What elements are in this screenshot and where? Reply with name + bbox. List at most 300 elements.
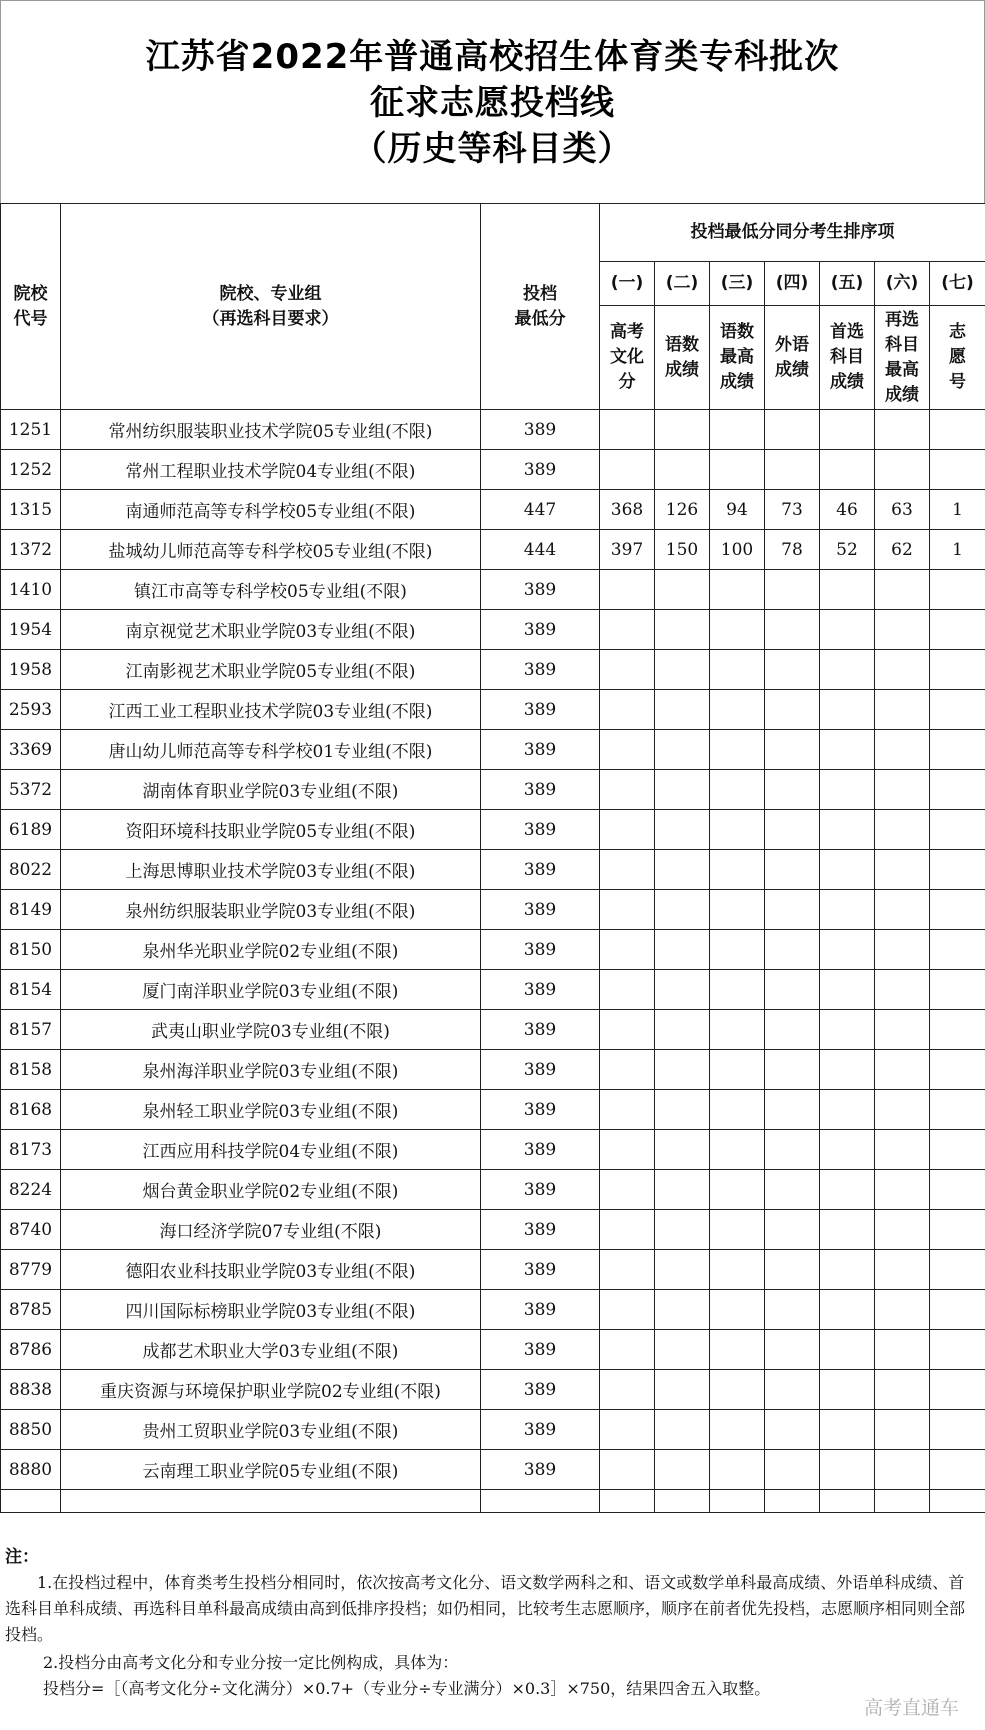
tie-label-6: 再选 科目 最高 成绩 — [875, 306, 930, 410]
note-3: 投档分=［（高考文化分÷文化满分）×0.7+（专业分÷专业满分）×0.3］×750，结果四舍五入取整。 — [43, 1679, 771, 1698]
tie-value-3 — [710, 970, 765, 1010]
school-name: 资阳环境科技职业学院05专业组(不限) — [61, 810, 481, 850]
header-code: 院校 代号 — [1, 204, 61, 410]
tie-value-6: 63 — [875, 490, 930, 530]
min-score: 389 — [481, 730, 600, 770]
table-row — [1, 1370, 985, 1410]
tie-label-7: 志 愿 号 — [930, 306, 985, 410]
tie-value-3 — [710, 650, 765, 690]
tie-number-1: (一) — [600, 262, 655, 306]
tie-value-1 — [600, 770, 655, 810]
tie-value-2 — [655, 1370, 710, 1410]
school-code: 8022 — [1, 850, 61, 890]
tie-value-7 — [930, 570, 985, 610]
tie-value-6 — [875, 1410, 930, 1450]
tie-value-4 — [765, 410, 820, 450]
tie-value-1: 397 — [600, 530, 655, 570]
tie-value-5 — [820, 850, 875, 890]
table-row — [1, 1010, 985, 1050]
school-code: 8149 — [1, 890, 61, 930]
tie-value-7 — [930, 1130, 985, 1170]
school-name: 泉州纺织服装职业学院03专业组(不限) — [61, 890, 481, 930]
tie-value-1 — [600, 930, 655, 970]
tie-value-6 — [875, 1330, 930, 1370]
table-row — [1, 490, 985, 530]
tie-value-4 — [765, 1130, 820, 1170]
table-row — [1, 1410, 985, 1450]
tie-value-1 — [600, 1370, 655, 1410]
min-score: 389 — [481, 610, 600, 650]
tie-label-4: 外语 成绩 — [765, 306, 820, 410]
tie-value-5 — [820, 1330, 875, 1370]
tie-value-2 — [655, 890, 710, 930]
school-code: 8786 — [1, 1330, 61, 1370]
tie-value-3 — [710, 930, 765, 970]
tie-value-1 — [600, 1290, 655, 1330]
table-row — [1, 1210, 985, 1250]
min-score: 389 — [481, 690, 600, 730]
tie-value-7 — [930, 1010, 985, 1050]
table-row — [1, 530, 985, 570]
tie-value-1 — [600, 890, 655, 930]
tie-value-4 — [765, 1050, 820, 1090]
tie-value-3 — [710, 730, 765, 770]
tie-value-7 — [930, 930, 985, 970]
school-name: 四川国际标榜职业学院03专业组(不限) — [61, 1290, 481, 1330]
school-code: 2593 — [1, 690, 61, 730]
tie-value-4 — [765, 1370, 820, 1410]
tie-value-4 — [765, 970, 820, 1010]
school-code: 8850 — [1, 1410, 61, 1450]
tie-value-2 — [655, 1170, 710, 1210]
tie-value-5 — [820, 1170, 875, 1210]
tie-value-7 — [930, 1290, 985, 1330]
tie-value-1 — [600, 1210, 655, 1250]
tie-number-5: (五) — [820, 262, 875, 306]
min-score: 389 — [481, 1250, 600, 1290]
tie-value-7 — [930, 410, 985, 450]
school-name: 德阳农业科技职业学院03专业组(不限) — [61, 1250, 481, 1290]
min-score: 447 — [481, 490, 600, 530]
tie-value-2 — [655, 1450, 710, 1490]
min-score: 389 — [481, 410, 600, 450]
score-table — [0, 203, 985, 1513]
tie-value-6: 62 — [875, 530, 930, 570]
school-code: 8168 — [1, 1090, 61, 1130]
tie-value-5 — [820, 690, 875, 730]
tie-value-4 — [765, 1170, 820, 1210]
tie-value-3 — [710, 1410, 765, 1450]
tie-value-4 — [765, 890, 820, 930]
school-code: 8154 — [1, 970, 61, 1010]
school-name: 南通师范高等专科学校05专业组(不限) — [61, 490, 481, 530]
school-code: 1954 — [1, 610, 61, 650]
school-code: 1410 — [1, 570, 61, 610]
tie-number-6: (六) — [875, 262, 930, 306]
min-score: 389 — [481, 1290, 600, 1330]
note-1: 1.在投档过程中，体育类考生投档分相同时，依次按高考文化分、语文数学两科之和、语文或数学单科最高成绩、外语单科成绩、首选科目单科成绩、再选科目单科最高成绩由高到低排序投档；如仍相同，比较考生志愿顺序，顺序在前者优先投档，志愿顺序相同则全部投档。 — [5, 1573, 966, 1644]
tie-value-6 — [875, 650, 930, 690]
table-row — [1, 690, 985, 730]
table-row — [1, 1290, 985, 1330]
school-code: 8224 — [1, 1170, 61, 1210]
tie-value-1 — [600, 570, 655, 610]
tie-value-3 — [710, 1290, 765, 1330]
tie-value-4 — [765, 1330, 820, 1370]
tie-value-3 — [710, 770, 765, 810]
table-row — [1, 770, 985, 810]
tie-value-7 — [930, 730, 985, 770]
tie-value-7 — [930, 970, 985, 1010]
tie-value-1 — [600, 1130, 655, 1170]
tie-value-7 — [930, 1050, 985, 1090]
tie-value-6 — [875, 1090, 930, 1130]
school-name: 常州纺织服装职业技术学院05专业组(不限) — [61, 410, 481, 450]
tie-value-2 — [655, 810, 710, 850]
tie-value-6 — [875, 690, 930, 730]
tie-value-2: 150 — [655, 530, 710, 570]
min-score: 389 — [481, 890, 600, 930]
tie-value-4 — [765, 770, 820, 810]
school-name: 贵州工贸职业学院03专业组(不限) — [61, 1410, 481, 1450]
min-score: 389 — [481, 1370, 600, 1410]
school-code: 8158 — [1, 1050, 61, 1090]
tie-value-5 — [820, 1010, 875, 1050]
table-row — [1, 570, 985, 610]
tie-value-3 — [710, 1450, 765, 1490]
tie-value-1 — [600, 450, 655, 490]
tie-value-4 — [765, 1210, 820, 1250]
tie-value-5 — [820, 1210, 875, 1250]
tie-value-2 — [655, 1050, 710, 1090]
tie-value-1 — [600, 1170, 655, 1210]
tie-label-2: 语数 成绩 — [655, 306, 710, 410]
school-code: 8173 — [1, 1130, 61, 1170]
tie-value-3 — [710, 450, 765, 490]
school-name: 唐山幼儿师范高等专科学校01专业组(不限) — [61, 730, 481, 770]
title-line-3: （历史等科目类） — [352, 128, 633, 169]
notes-section — [0, 1510, 985, 1730]
tie-value-6 — [875, 450, 930, 490]
min-score: 389 — [481, 770, 600, 810]
table-row — [1, 1450, 985, 1490]
school-name: 泉州轻工职业学院03专业组(不限) — [61, 1090, 481, 1130]
note-2: 2.投档分由高考文化分和专业分按一定比例构成，具体为： — [43, 1653, 459, 1672]
tie-number-7: (七) — [930, 262, 985, 306]
tie-value-2 — [655, 690, 710, 730]
tie-number-3: (三) — [710, 262, 765, 306]
tie-value-4 — [765, 1290, 820, 1330]
school-code: 1315 — [1, 490, 61, 530]
min-score: 389 — [481, 570, 600, 610]
tie-value-1 — [600, 1010, 655, 1050]
tie-value-1 — [600, 730, 655, 770]
tie-label-1: 高考 文化 分 — [600, 306, 655, 410]
tie-label-3: 语数 最高 成绩 — [710, 306, 765, 410]
tie-value-3 — [710, 1210, 765, 1250]
tie-value-2 — [655, 730, 710, 770]
tie-value-4 — [765, 650, 820, 690]
tie-value-5: 52 — [820, 530, 875, 570]
school-code: 8150 — [1, 930, 61, 970]
school-code: 1372 — [1, 530, 61, 570]
tie-value-6 — [875, 970, 930, 1010]
min-score: 389 — [481, 1450, 600, 1490]
tie-value-5 — [820, 1090, 875, 1130]
school-name: 泉州华光职业学院02专业组(不限) — [61, 930, 481, 970]
tie-value-2: 126 — [655, 490, 710, 530]
school-code: 1958 — [1, 650, 61, 690]
tie-value-5 — [820, 610, 875, 650]
tie-value-5 — [820, 970, 875, 1010]
tie-value-6 — [875, 890, 930, 930]
tie-value-1 — [600, 1330, 655, 1370]
tie-value-1 — [600, 1450, 655, 1490]
title-line-2: 征求志愿投档线 — [370, 82, 615, 123]
tie-value-2 — [655, 970, 710, 1010]
tie-value-1 — [600, 1410, 655, 1450]
school-code: 1251 — [1, 410, 61, 450]
tie-value-2 — [655, 1210, 710, 1250]
tie-value-2 — [655, 850, 710, 890]
tie-value-2 — [655, 1010, 710, 1050]
tie-value-7 — [930, 450, 985, 490]
tie-value-5 — [820, 450, 875, 490]
tie-value-7: 1 — [930, 530, 985, 570]
tie-value-4 — [765, 690, 820, 730]
min-score: 389 — [481, 970, 600, 1010]
tie-value-5 — [820, 1410, 875, 1450]
tie-value-5 — [820, 770, 875, 810]
tie-value-3 — [710, 890, 765, 930]
table-row — [1, 890, 985, 930]
tie-value-5 — [820, 1250, 875, 1290]
tie-value-5 — [820, 1130, 875, 1170]
tie-value-3 — [710, 1010, 765, 1050]
school-code: 8838 — [1, 1370, 61, 1410]
tie-value-6 — [875, 930, 930, 970]
tie-value-2 — [655, 930, 710, 970]
min-score: 389 — [481, 850, 600, 890]
school-code: 3369 — [1, 730, 61, 770]
school-name: 常州工程职业技术学院04专业组(不限) — [61, 450, 481, 490]
tie-value-6 — [875, 1450, 930, 1490]
tie-value-6 — [875, 810, 930, 850]
table-row — [1, 1130, 985, 1170]
tie-value-3 — [710, 410, 765, 450]
tie-value-7 — [930, 1410, 985, 1450]
min-score: 389 — [481, 1090, 600, 1130]
tie-value-6 — [875, 610, 930, 650]
table-row — [1, 810, 985, 850]
tie-value-5 — [820, 410, 875, 450]
tie-value-7 — [930, 850, 985, 890]
tie-value-5 — [820, 810, 875, 850]
tie-value-3 — [710, 1170, 765, 1210]
school-name: 海口经济学院07专业组(不限) — [61, 1210, 481, 1250]
min-score: 389 — [481, 650, 600, 690]
table-row — [1, 610, 985, 650]
header-tie-group: 投档最低分同分考生排序项 — [600, 204, 985, 262]
school-name: 江西工业工程职业技术学院03专业组(不限) — [61, 690, 481, 730]
min-score: 389 — [481, 1210, 600, 1250]
tie-value-4 — [765, 810, 820, 850]
school-name: 湖南体育职业学院03专业组(不限) — [61, 770, 481, 810]
table-row — [1, 1250, 985, 1290]
tie-value-6 — [875, 770, 930, 810]
school-name: 江西应用科技学院04专业组(不限) — [61, 1130, 481, 1170]
tie-value-1 — [600, 650, 655, 690]
table-row — [1, 970, 985, 1010]
table-row — [1, 730, 985, 770]
tie-value-5 — [820, 1290, 875, 1330]
table-row — [1, 850, 985, 890]
tie-value-6 — [875, 410, 930, 450]
tie-value-1 — [600, 850, 655, 890]
school-code: 5372 — [1, 770, 61, 810]
tie-value-3: 100 — [710, 530, 765, 570]
tie-value-4 — [765, 730, 820, 770]
tie-value-3 — [710, 1050, 765, 1090]
tie-value-7 — [930, 1330, 985, 1370]
table-row — [1, 1050, 985, 1090]
tie-value-1 — [600, 1250, 655, 1290]
tie-value-6 — [875, 1170, 930, 1210]
tie-value-1 — [600, 810, 655, 850]
tie-value-2 — [655, 1290, 710, 1330]
tie-value-4 — [765, 1010, 820, 1050]
tie-value-3 — [710, 1330, 765, 1370]
school-code: 1252 — [1, 450, 61, 490]
tie-value-6 — [875, 1130, 930, 1170]
tie-value-1 — [600, 410, 655, 450]
tie-value-1 — [600, 1050, 655, 1090]
tie-value-2 — [655, 610, 710, 650]
min-score: 389 — [481, 1050, 600, 1090]
tie-number-2: (二) — [655, 262, 710, 306]
tie-value-7 — [930, 1170, 985, 1210]
tie-value-2 — [655, 650, 710, 690]
tie-value-7: 1 — [930, 490, 985, 530]
tie-value-5 — [820, 650, 875, 690]
tie-value-6 — [875, 730, 930, 770]
tie-value-4 — [765, 570, 820, 610]
tie-value-1 — [600, 690, 655, 730]
min-score: 389 — [481, 450, 600, 490]
tie-value-4 — [765, 1450, 820, 1490]
school-name: 上海思博职业技术学院03专业组(不限) — [61, 850, 481, 890]
tie-value-7 — [930, 650, 985, 690]
school-name: 重庆资源与环境保护职业学院02专业组(不限) — [61, 1370, 481, 1410]
table-row — [1, 930, 985, 970]
tie-value-4 — [765, 850, 820, 890]
table-row — [1, 650, 985, 690]
tie-value-7 — [930, 1450, 985, 1490]
tie-value-2 — [655, 570, 710, 610]
table-row — [1, 450, 985, 490]
tie-value-5 — [820, 930, 875, 970]
tie-value-6 — [875, 1370, 930, 1410]
school-name: 泉州海洋职业学院03专业组(不限) — [61, 1050, 481, 1090]
tie-value-7 — [930, 810, 985, 850]
tie-value-5 — [820, 890, 875, 930]
tie-value-3 — [710, 850, 765, 890]
tie-value-2 — [655, 1250, 710, 1290]
tie-value-6 — [875, 1250, 930, 1290]
tie-value-5 — [820, 1450, 875, 1490]
tie-value-6 — [875, 1050, 930, 1090]
tie-value-1 — [600, 610, 655, 650]
school-code: 6189 — [1, 810, 61, 850]
tie-value-3 — [710, 1090, 765, 1130]
table-body — [1, 410, 985, 1513]
school-name: 盐城幼儿师范高等专科学校05专业组(不限) — [61, 530, 481, 570]
tie-value-6 — [875, 1290, 930, 1330]
min-score: 389 — [481, 1410, 600, 1450]
tie-value-3: 94 — [710, 490, 765, 530]
school-name: 江南影视艺术职业学院05专业组(不限) — [61, 650, 481, 690]
school-code: 8157 — [1, 1010, 61, 1050]
min-score: 389 — [481, 930, 600, 970]
tie-value-6 — [875, 850, 930, 890]
tie-value-3 — [710, 610, 765, 650]
tie-value-7 — [930, 690, 985, 730]
school-name: 成都艺术职业大学03专业组(不限) — [61, 1330, 481, 1370]
tie-value-5 — [820, 730, 875, 770]
tie-value-4 — [765, 930, 820, 970]
tie-value-2 — [655, 770, 710, 810]
school-name: 南京视觉艺术职业学院03专业组(不限) — [61, 610, 481, 650]
tie-value-5 — [820, 1370, 875, 1410]
tie-value-2 — [655, 410, 710, 450]
tie-value-3 — [710, 1370, 765, 1410]
tie-value-2 — [655, 450, 710, 490]
tie-value-2 — [655, 1330, 710, 1370]
tie-value-7 — [930, 1210, 985, 1250]
tie-value-4 — [765, 1250, 820, 1290]
tie-value-4 — [765, 1090, 820, 1130]
tie-value-4 — [765, 610, 820, 650]
tie-value-3 — [710, 1250, 765, 1290]
min-score: 389 — [481, 810, 600, 850]
tie-value-6 — [875, 1210, 930, 1250]
min-score: 389 — [481, 1130, 600, 1170]
school-name: 武夷山职业学院03专业组(不限) — [61, 1010, 481, 1050]
tie-value-4 — [765, 450, 820, 490]
tie-value-2 — [655, 1130, 710, 1170]
tie-number-4: (四) — [765, 262, 820, 306]
tie-value-4 — [765, 1410, 820, 1450]
tie-value-4: 78 — [765, 530, 820, 570]
table-row — [1, 1330, 985, 1370]
notes-title: 注： — [5, 1547, 39, 1567]
title-block — [0, 0, 985, 204]
min-score: 389 — [481, 1330, 600, 1370]
table-row — [1, 1170, 985, 1210]
school-code: 8740 — [1, 1210, 61, 1250]
tie-value-3 — [710, 570, 765, 610]
min-score: 389 — [481, 1010, 600, 1050]
table-row — [1, 1090, 985, 1130]
tie-value-2 — [655, 1090, 710, 1130]
tie-value-5: 46 — [820, 490, 875, 530]
tie-value-2 — [655, 1410, 710, 1450]
tie-value-6 — [875, 1010, 930, 1050]
tie-value-7 — [930, 1370, 985, 1410]
school-name: 镇江市高等专科学校05专业组(不限) — [61, 570, 481, 610]
tie-value-7 — [930, 610, 985, 650]
min-score: 444 — [481, 530, 600, 570]
